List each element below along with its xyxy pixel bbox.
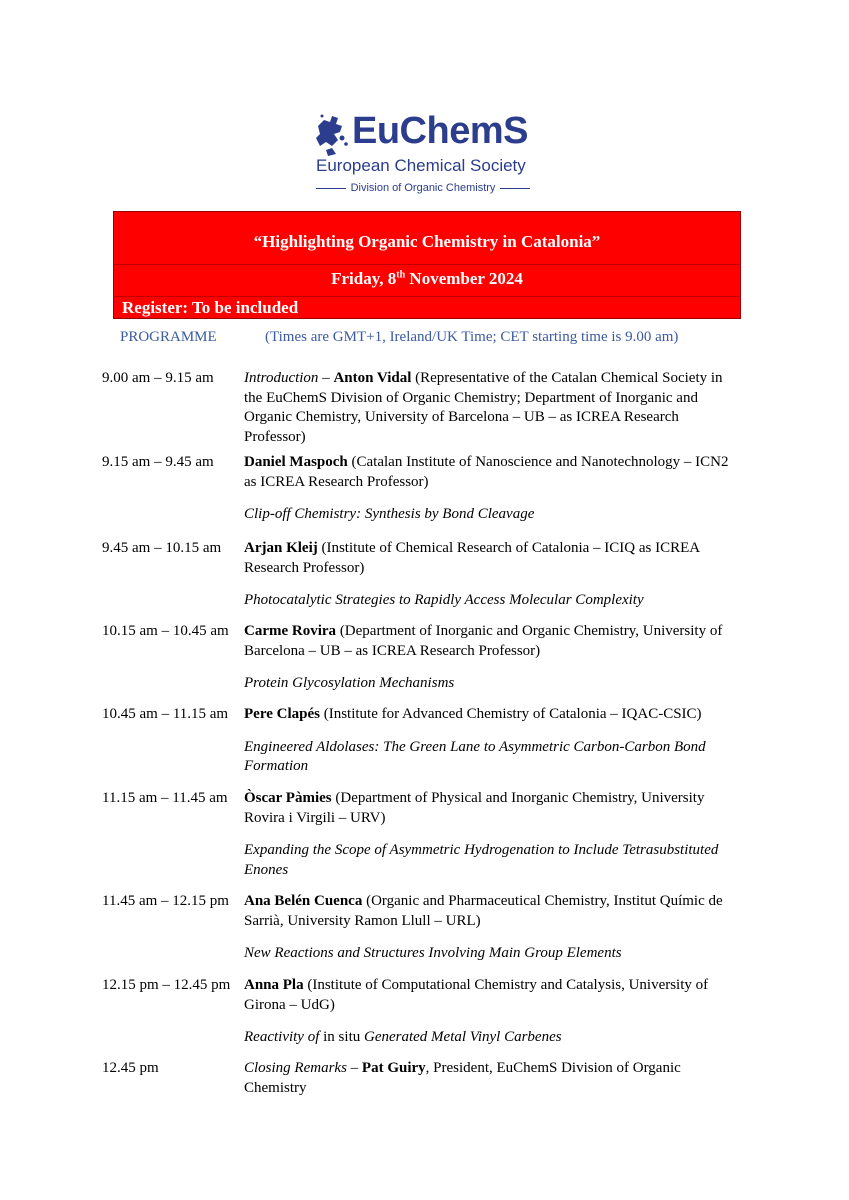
slot-time: 12.15 pm – 12.45 pm — [102, 977, 231, 993]
event-title: “Highlighting Organic Chemistry in Catalonia” — [253, 232, 601, 251]
slot-time: 9.00 am – 9.15 am — [102, 370, 214, 386]
speaker-name: Anna Pla — [244, 977, 304, 993]
affiliation: (Representative of the Catalan Chemical Society in the EuChemS Division of Organic Chemistry; Department of Inorganic and Organic Chemistry, University of Barcelona – UB – as ICREA Research Professor) — [244, 370, 723, 445]
slot-details — [244, 622, 740, 694]
slot-details: Introduction – Anton Vidal (Representative of the Catalan Chemical Society in the EuChemS Division of Organic Chemistry; Department of Inorganic and Organic Chemistry, University of Barcelona – UB – as ICREA Research Professor) — [244, 370, 723, 445]
speaker-name: Pat Guiry — [361, 1060, 426, 1076]
speaker-name: Ana Belén Cuenca — [244, 893, 363, 909]
slot-details — [244, 789, 740, 880]
affiliation: (Institute of Computational Chemistry and Catalysis, University of Girona – UdG) — [244, 977, 709, 1013]
logo-name: EuChemS — [352, 110, 528, 152]
programme-label: PROGRAMME — [120, 329, 217, 345]
event-date: Friday, 8th November 2024 — [331, 269, 523, 288]
slot-details — [244, 892, 740, 964]
affiliation: (Department of Inorganic and Organic Chemistry, University of Barcelona – UB – as ICREA Research Professor) — [244, 623, 723, 659]
slot-time: 10.45 am – 11.15 am — [102, 706, 229, 722]
talk-title: Clip-off Chemistry: Synthesis by Bond Cleavage — [244, 506, 535, 522]
talk-title: Photocatalytic Strategies to Rapidly Access Molecular Complexity — [244, 592, 644, 608]
event-banner — [113, 211, 741, 319]
slot-time: 12.45 pm — [102, 1060, 159, 1076]
divider — [114, 264, 740, 265]
talk-title: Reactivity of in situ Generated Metal Vinyl Carbenes — [244, 1029, 562, 1045]
affiliation: (Department of Physical and Inorganic Chemistry, University Rovira i Virgili – URV) — [244, 790, 705, 826]
talk-title: Engineered Aldolases: The Green Lane to Asymmetric Carbon-Carbon Bond Formation — [244, 738, 706, 774]
affiliation: (Institute for Advanced Chemistry of Catalonia – IQAC-CSIC) — [319, 706, 702, 722]
slot-time: 9.45 am – 10.15 am — [102, 540, 222, 556]
affiliation: (Organic and Pharmaceutical Chemistry, Institut Químic de Sarrià, University Ramon Llull – URL) — [244, 893, 723, 929]
speaker-name: Pere Clapés — [244, 706, 320, 722]
affiliation: (Institute of Chemical Research of Catalonia – ICIQ as ICREA Research Professor) — [244, 540, 700, 576]
slot-details — [244, 976, 740, 1048]
slot-details — [244, 539, 740, 611]
affiliation: (Catalan Institute of Nanoscience and Nanotechnology – ICN2 as ICREA Research Professor) — [244, 454, 729, 490]
timezone-note: (Times are GMT+1, Ireland/UK Time; CET starting time is 9.00 am) — [265, 329, 679, 345]
slot-details — [244, 705, 740, 777]
talk-title: Protein Glycosylation Mechanisms — [244, 675, 455, 691]
talk-title: New Reactions and Structures Involving Main Group Elements — [244, 945, 622, 961]
register-info: Register: To be included — [122, 298, 299, 317]
logo-division — [316, 182, 530, 194]
divider — [500, 188, 530, 189]
logo-subtitle: European Chemical Society — [316, 156, 526, 175]
slot-time: 10.15 am – 10.45 am — [102, 623, 229, 639]
slot-time: 11.15 am – 11.45 am — [102, 790, 228, 806]
talk-title: Expanding the Scope of Asymmetric Hydrogenation to Include Tetrasubstituted Enones — [244, 842, 719, 878]
speaker-name: Òscar Pàmies — [244, 790, 332, 806]
speaker-name: Carme Rovira — [244, 623, 337, 639]
divider — [316, 188, 346, 189]
divider — [114, 296, 740, 297]
logo-division-text: Division of Organic Chemistry — [350, 182, 496, 194]
slot-time: 11.45 am – 12.15 pm — [102, 893, 229, 909]
europe-map-icon — [312, 112, 352, 156]
programme-header — [120, 329, 740, 346]
slot-details — [244, 453, 740, 525]
euchems-logo — [312, 112, 542, 198]
speaker-name: Daniel Maspoch — [244, 454, 348, 470]
affiliation: , President, EuChemS Division of Organic Chemistry — [244, 1060, 681, 1096]
speaker-name: Arjan Kleij — [244, 540, 318, 556]
speaker-name: Anton Vidal — [333, 370, 412, 386]
slot-details: Closing Remarks – Pat Guiry, President, EuChemS Division of Organic Chemistry — [244, 1060, 681, 1096]
slot-time: 9.15 am – 9.45 am — [102, 454, 214, 470]
